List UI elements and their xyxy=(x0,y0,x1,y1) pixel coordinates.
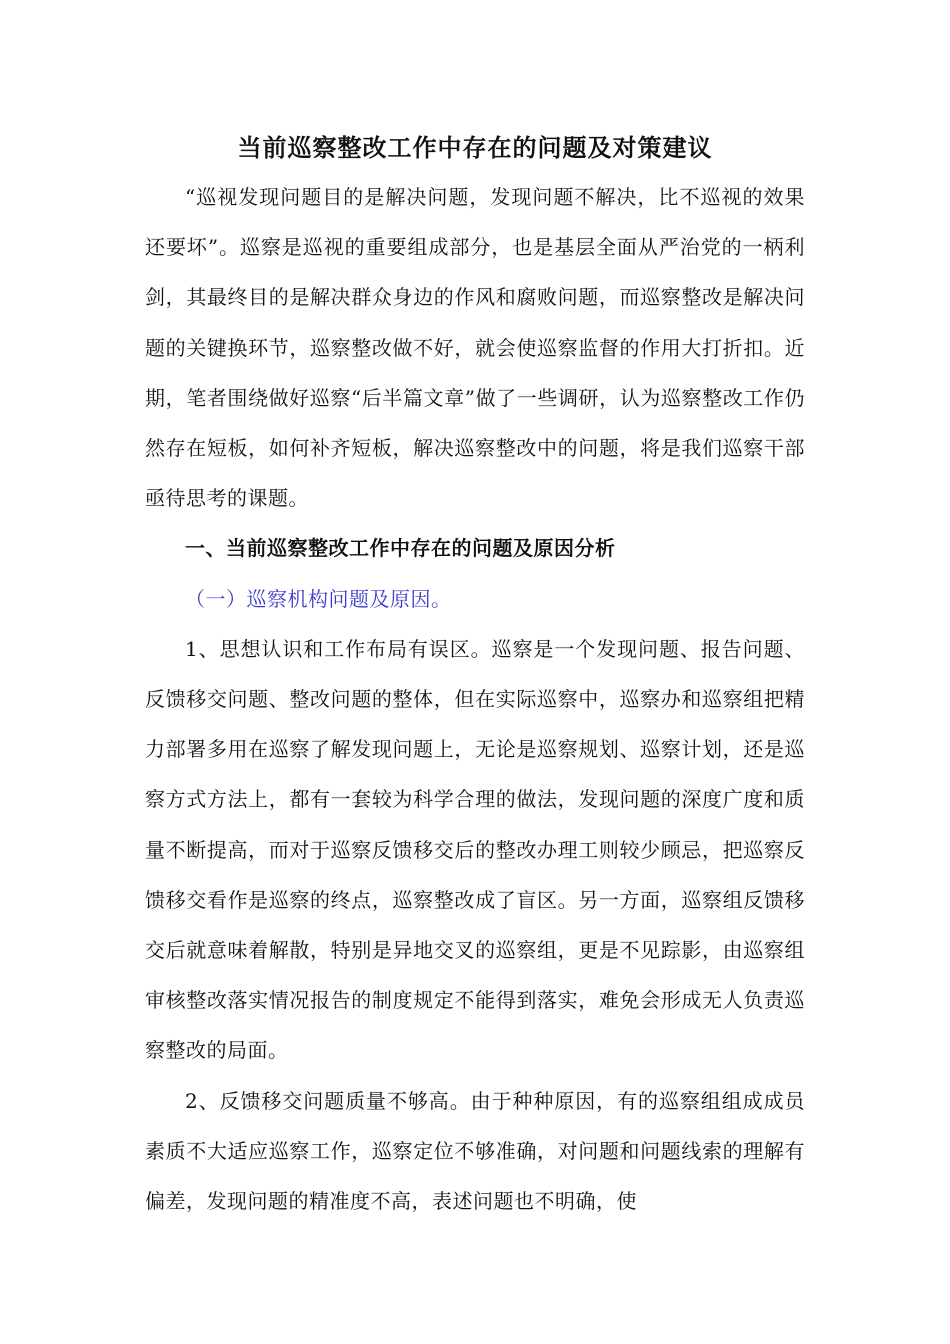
body-paragraph: 2、反馈移交问题质量不够高。由于种种原因，有的巡察组组成成员素质不大适应巡察工作，巡察定位不够准确，对问题和问题线索的理解有偏差，发现问题的精准度不高，表述问题也不明确，使 xyxy=(145,1088,805,1214)
intro-paragraph: “巡视发现问题目的是解决问题，发现问题不解决，比不巡视的效果还要坏”。巡察是巡视的重要组成部分，也是基层全面从严治党的一柄利剑，其最终目的是解决群众身边的作风和腐败问题，而巡察整改是解决问题的关键换环节，巡察整改做不好，就会使巡察监督的作用大打折扣。近期，笔者围绕做好巡察“后半篇文章”做了一些调研，认为巡察整改工作仍然存在短板，如何补齐短板，解决巡察整改中的问题，将是我们巡察干部亟待思考的课题。 xyxy=(145,185,805,511)
document-page xyxy=(145,128,805,1226)
section-heading: 一、当前巡察整改工作中存在的问题及原因分析 xyxy=(185,536,616,561)
subsection-heading: （一）巡察机构问题及原因。 xyxy=(185,586,452,611)
document-title: 当前巡察整改工作中存在的问题及对策建议 xyxy=(237,133,713,162)
body-paragraph: 1、思想认识和工作布局有误区。巡察是一个发现问题、报告问题、反馈移交问题、整改问题的整体，但在实际巡察中，巡察办和巡察组把精力部署多用在巡察了解发现问题上，无论是巡察规划、巡察计划，还是巡察方式方法上，都有一套较为科学合理的做法，发现问题的深度广度和质量不断提高，而对于巡察反馈移交后的整改办理工则较少顾忌，把巡察反馈移交看作是巡察的终点，巡察整改成了盲区。另一方面，巡察组反馈移交后就意味着解散，特别是异地交叉的巡察组，更是不见踪影，由巡察组审核整改落实情况报告的制度规定不能得到落实，难免会形成无人负责巡察整改的局面。 xyxy=(145,636,805,1063)
